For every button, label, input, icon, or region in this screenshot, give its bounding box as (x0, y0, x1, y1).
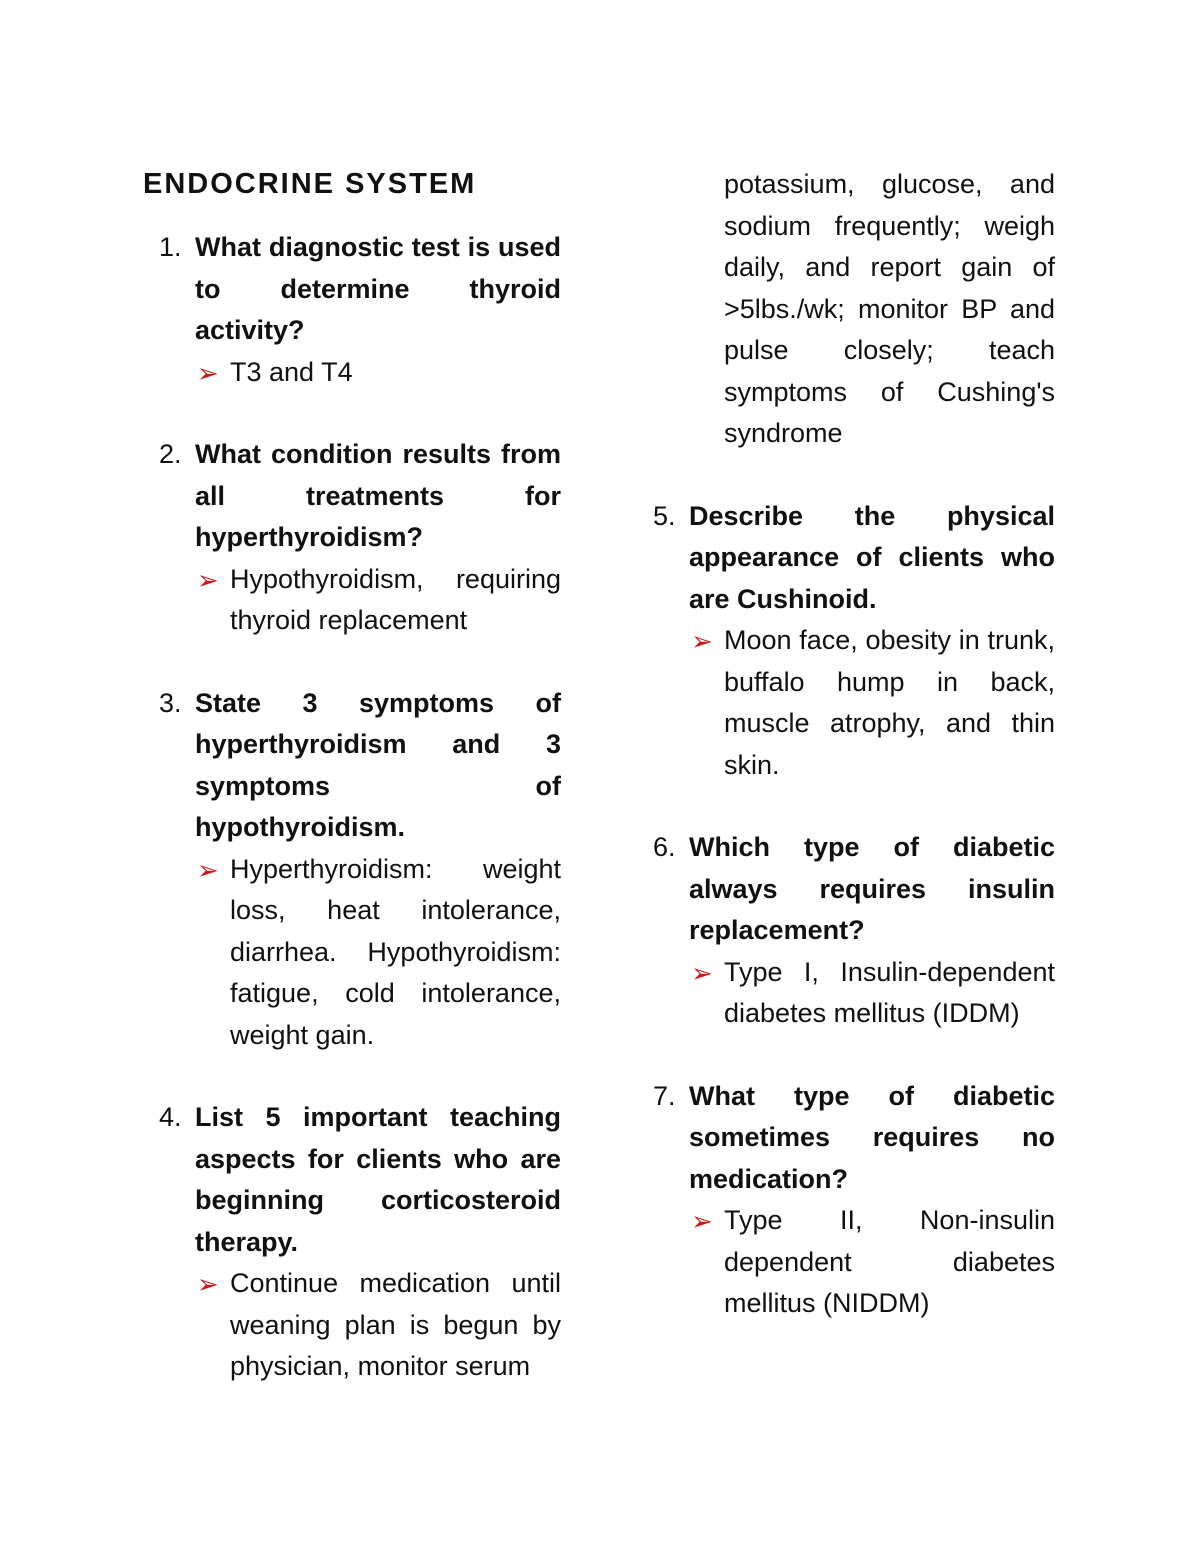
answer-text: Continue medication until weaning plan is begun by physician, monitor serum (230, 1268, 561, 1381)
question-text: What type of diabetic sometimes requires no medication? (689, 1080, 1055, 1194)
answer (195, 849, 561, 1057)
question-7 (637, 1076, 1055, 1325)
answer-text: Type II, Non-insulin dependent diabetes mellitus (NIDDM) (724, 1205, 1055, 1318)
question-number: 2. (159, 439, 182, 469)
answer-text: Type I, Insulin-dependent diabetes mellitus (IDDM) (724, 956, 1055, 1028)
arrow-bullet-icon: ➢ (197, 854, 219, 885)
answer-text: Hypothyroidism, requiring thyroid replacement (230, 563, 561, 635)
question-number: 6. (653, 832, 676, 862)
right-column (637, 164, 1055, 1325)
question-number: 7. (653, 1080, 676, 1111)
question-number: 5. (653, 500, 676, 531)
arrow-bullet-icon: ➢ (197, 1269, 219, 1299)
answer (689, 620, 1055, 786)
question-2 (143, 434, 561, 642)
answer (689, 952, 1055, 1035)
question-text: List 5 important teaching aspects for clients who are beginning corticosteroid therapy. (195, 1102, 561, 1257)
question-number: 1. (159, 232, 182, 262)
question-text: What condition results from all treatments for hyperthyroidism? (195, 439, 561, 552)
arrow-bullet-icon: ➢ (197, 357, 219, 388)
answer-text: Hyperthyroidism: weight loss, heat intolerance, diarrhea. Hypothyroidism: fatigue, cold intolerance, weight gain. (230, 853, 561, 1050)
answer-text: Moon face, obesity in trunk, buffalo hump in back, muscle atrophy, and thin skin. (724, 625, 1055, 780)
question-5 (637, 496, 1055, 787)
arrow-bullet-icon: ➢ (691, 626, 713, 656)
arrow-bullet-icon: ➢ (691, 1206, 713, 1236)
question-number: 3. (159, 687, 182, 718)
page-title: ENDOCRINE SYSTEM (143, 168, 477, 200)
question-6 (637, 827, 1055, 1035)
answer (195, 1263, 561, 1388)
question-number: 4. (159, 1102, 182, 1132)
question-3 (143, 683, 561, 1057)
question-text: What diagnostic test is used to determine thyroid activity? (195, 232, 561, 345)
question-text: Describe the physical appearance of clients who are Cushinoid. (689, 500, 1055, 614)
answer-continuation: potassium, glucose, and sodium frequently; weigh daily, and report gain of >5lbs./wk; monitor BP and pulse closely; teach symptoms of Cushing's syndrome (724, 169, 1055, 448)
arrow-bullet-icon: ➢ (197, 564, 219, 595)
question-text: State 3 symptoms of hyperthyroidism and 3 symptoms of hypothyroidism. (195, 687, 561, 842)
answer (195, 559, 561, 642)
answer-text: T3 and T4 (230, 356, 353, 387)
left-column (143, 227, 561, 1388)
arrow-bullet-icon: ➢ (691, 957, 713, 988)
question-text: Which type of diabetic always requires insulin replacement? (689, 832, 1055, 945)
question-1 (143, 227, 561, 393)
answer (689, 1200, 1055, 1325)
answer (195, 352, 561, 394)
question-4 (143, 1097, 561, 1388)
